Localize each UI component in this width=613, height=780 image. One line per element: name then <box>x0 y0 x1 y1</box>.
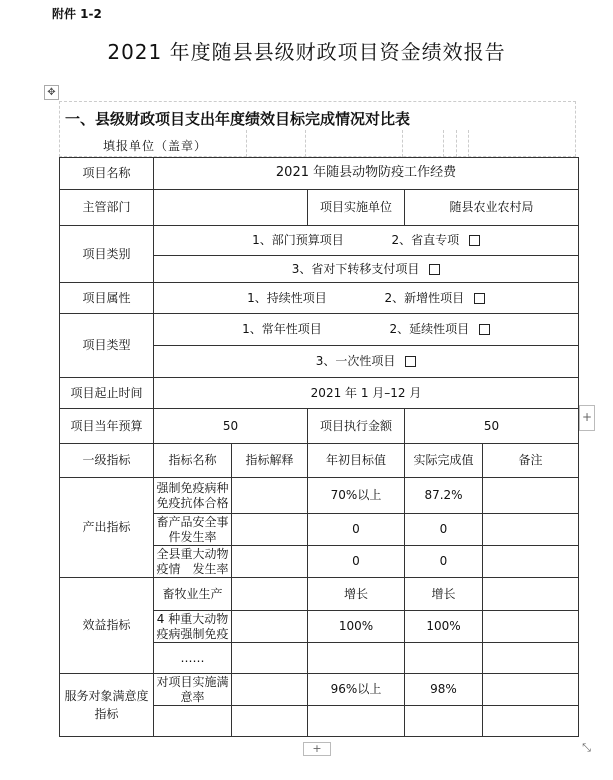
indicator-remark[interactable] <box>483 478 579 514</box>
table-row <box>60 578 579 611</box>
indicator-target[interactable] <box>308 706 405 737</box>
indicator-actual[interactable] <box>405 643 483 674</box>
table-row <box>60 158 579 190</box>
type-option-1: 1、常年性项目 <box>242 322 322 336</box>
indicator-target[interactable]: 增长 <box>308 578 405 611</box>
output-label: 产出指标 <box>60 478 154 578</box>
project-name-label: 项目名称 <box>60 158 154 190</box>
budget-value[interactable]: 50 <box>154 409 308 444</box>
attribute-label: 项目属性 <box>60 283 154 314</box>
dept-label: 主管部门 <box>60 190 154 226</box>
impl-unit-label: 项目实施单位 <box>308 190 405 226</box>
impl-unit-value[interactable]: 随县农业农村局 <box>405 190 579 226</box>
performance-table <box>59 157 579 737</box>
category-option-2: 2、省直专项 <box>391 233 460 247</box>
indicator-target[interactable]: 70%以上 <box>308 478 405 514</box>
project-name-value[interactable]: 2021 年随县动物防疫工作经费 <box>154 158 579 190</box>
indicator-remark[interactable] <box>483 514 579 546</box>
type-options-row2 <box>154 346 579 378</box>
exec-value[interactable]: 50 <box>405 409 579 444</box>
attribute-option-1: 1、持续性项目 <box>247 290 327 305</box>
checkbox[interactable] <box>429 264 440 275</box>
attribute-options <box>154 283 579 314</box>
indicator-actual[interactable]: 增长 <box>405 578 483 611</box>
add-row-icon[interactable]: + <box>303 742 331 756</box>
indicator-name[interactable]: 对项目实施满意率 <box>154 674 232 706</box>
category-options-row2 <box>154 256 579 283</box>
indicator-target[interactable]: 0 <box>308 514 405 546</box>
indicator-actual[interactable]: 87.2% <box>405 478 483 514</box>
header-actual: 实际完成值 <box>405 444 483 478</box>
checkbox[interactable] <box>479 324 490 335</box>
indicator-remark[interactable] <box>483 674 579 706</box>
indicator-remark[interactable] <box>483 706 579 737</box>
table-row <box>60 314 579 346</box>
indicator-desc[interactable] <box>232 706 308 737</box>
table-row <box>60 190 579 226</box>
resize-icon[interactable]: ⤡ <box>582 741 591 754</box>
type-option-3: 3、一次性项目 <box>315 354 396 368</box>
budget-label: 项目当年预算 <box>60 409 154 444</box>
indicator-desc[interactable] <box>232 611 308 643</box>
indicator-desc[interactable] <box>232 478 308 514</box>
divider <box>246 130 247 157</box>
attachment-label: 附件 1-2 <box>52 7 102 21</box>
indicator-target[interactable]: 100% <box>308 611 405 643</box>
type-options-row1 <box>154 314 579 346</box>
filler-unit: 填报单位（盖章） <box>103 139 208 153</box>
header-indicator-name: 指标名称 <box>154 444 232 478</box>
divider <box>305 130 306 157</box>
dept-value[interactable] <box>154 190 308 226</box>
exec-label: 项目执行金额 <box>308 409 405 444</box>
header-indicator-desc: 指标解释 <box>232 444 308 478</box>
table-header-row <box>60 444 579 478</box>
checkbox[interactable] <box>469 235 480 246</box>
indicator-name[interactable] <box>154 706 232 737</box>
category-label: 项目类别 <box>60 226 154 283</box>
indicator-desc[interactable] <box>232 546 308 578</box>
indicator-name[interactable]: 畜牧业生产 <box>154 578 232 611</box>
indicator-actual[interactable]: 100% <box>405 611 483 643</box>
indicator-remark[interactable] <box>483 578 579 611</box>
period-value[interactable]: 2021 年 1 月–12 月 <box>154 378 579 409</box>
indicator-name[interactable]: 强制免疫病种免疫抗体合格 <box>154 478 232 514</box>
indicator-target[interactable]: 0 <box>308 546 405 578</box>
table-row <box>60 674 579 706</box>
satisfaction-label: 服务对象满意度指标 <box>60 674 154 737</box>
type-label: 项目类型 <box>60 314 154 378</box>
indicator-actual[interactable] <box>405 706 483 737</box>
section-title: 一、县级财政项目支出年度绩效目标完成情况对比表 <box>65 110 411 128</box>
category-option-1: 1、部门预算项目 <box>252 233 344 247</box>
indicator-actual[interactable]: 0 <box>405 514 483 546</box>
divider <box>443 130 444 157</box>
indicator-name[interactable]: 畜产品安全事件发生率 <box>154 514 232 546</box>
indicator-name[interactable]: …… <box>154 643 232 674</box>
indicator-name[interactable]: 全县重大动物疫情 发生率 <box>154 546 232 578</box>
indicator-desc[interactable] <box>232 674 308 706</box>
header-level1: 一级指标 <box>60 444 154 478</box>
checkbox[interactable] <box>474 293 485 304</box>
divider <box>402 130 403 157</box>
table-row <box>60 478 579 514</box>
indicator-desc[interactable] <box>232 514 308 546</box>
indicator-remark[interactable] <box>483 611 579 643</box>
indicator-name[interactable]: 4 种重大动物疫病强制免疫 <box>154 611 232 643</box>
category-options-row1 <box>154 226 579 256</box>
header-remark: 备注 <box>483 444 579 478</box>
indicator-remark[interactable] <box>483 643 579 674</box>
indicator-target[interactable]: 96%以上 <box>308 674 405 706</box>
table-row <box>60 283 579 314</box>
indicator-target[interactable] <box>308 643 405 674</box>
table-row <box>60 409 579 444</box>
divider <box>456 130 457 157</box>
checkbox[interactable] <box>405 356 416 367</box>
indicator-actual[interactable]: 0 <box>405 546 483 578</box>
category-option-3: 3、省对下转移支付项目 <box>291 261 420 276</box>
indicator-remark[interactable] <box>483 546 579 578</box>
indicator-actual[interactable]: 98% <box>405 674 483 706</box>
attribute-option-2: 2、新增性项目 <box>384 290 465 305</box>
period-label: 项目起止时间 <box>60 378 154 409</box>
indicator-desc[interactable] <box>232 578 308 611</box>
add-column-icon[interactable]: + <box>579 405 595 431</box>
divider <box>468 130 469 157</box>
type-option-2: 2、延续性项目 <box>389 322 470 336</box>
table-row <box>60 226 579 256</box>
benefit-label: 效益指标 <box>60 578 154 674</box>
header-target: 年初目标值 <box>308 444 405 478</box>
indicator-desc[interactable] <box>232 643 308 674</box>
move-icon[interactable]: ✥ <box>44 85 59 100</box>
table-row <box>60 378 579 409</box>
page-title: 2021 年度随县县级财政项目资金绩效报告 <box>107 40 506 64</box>
